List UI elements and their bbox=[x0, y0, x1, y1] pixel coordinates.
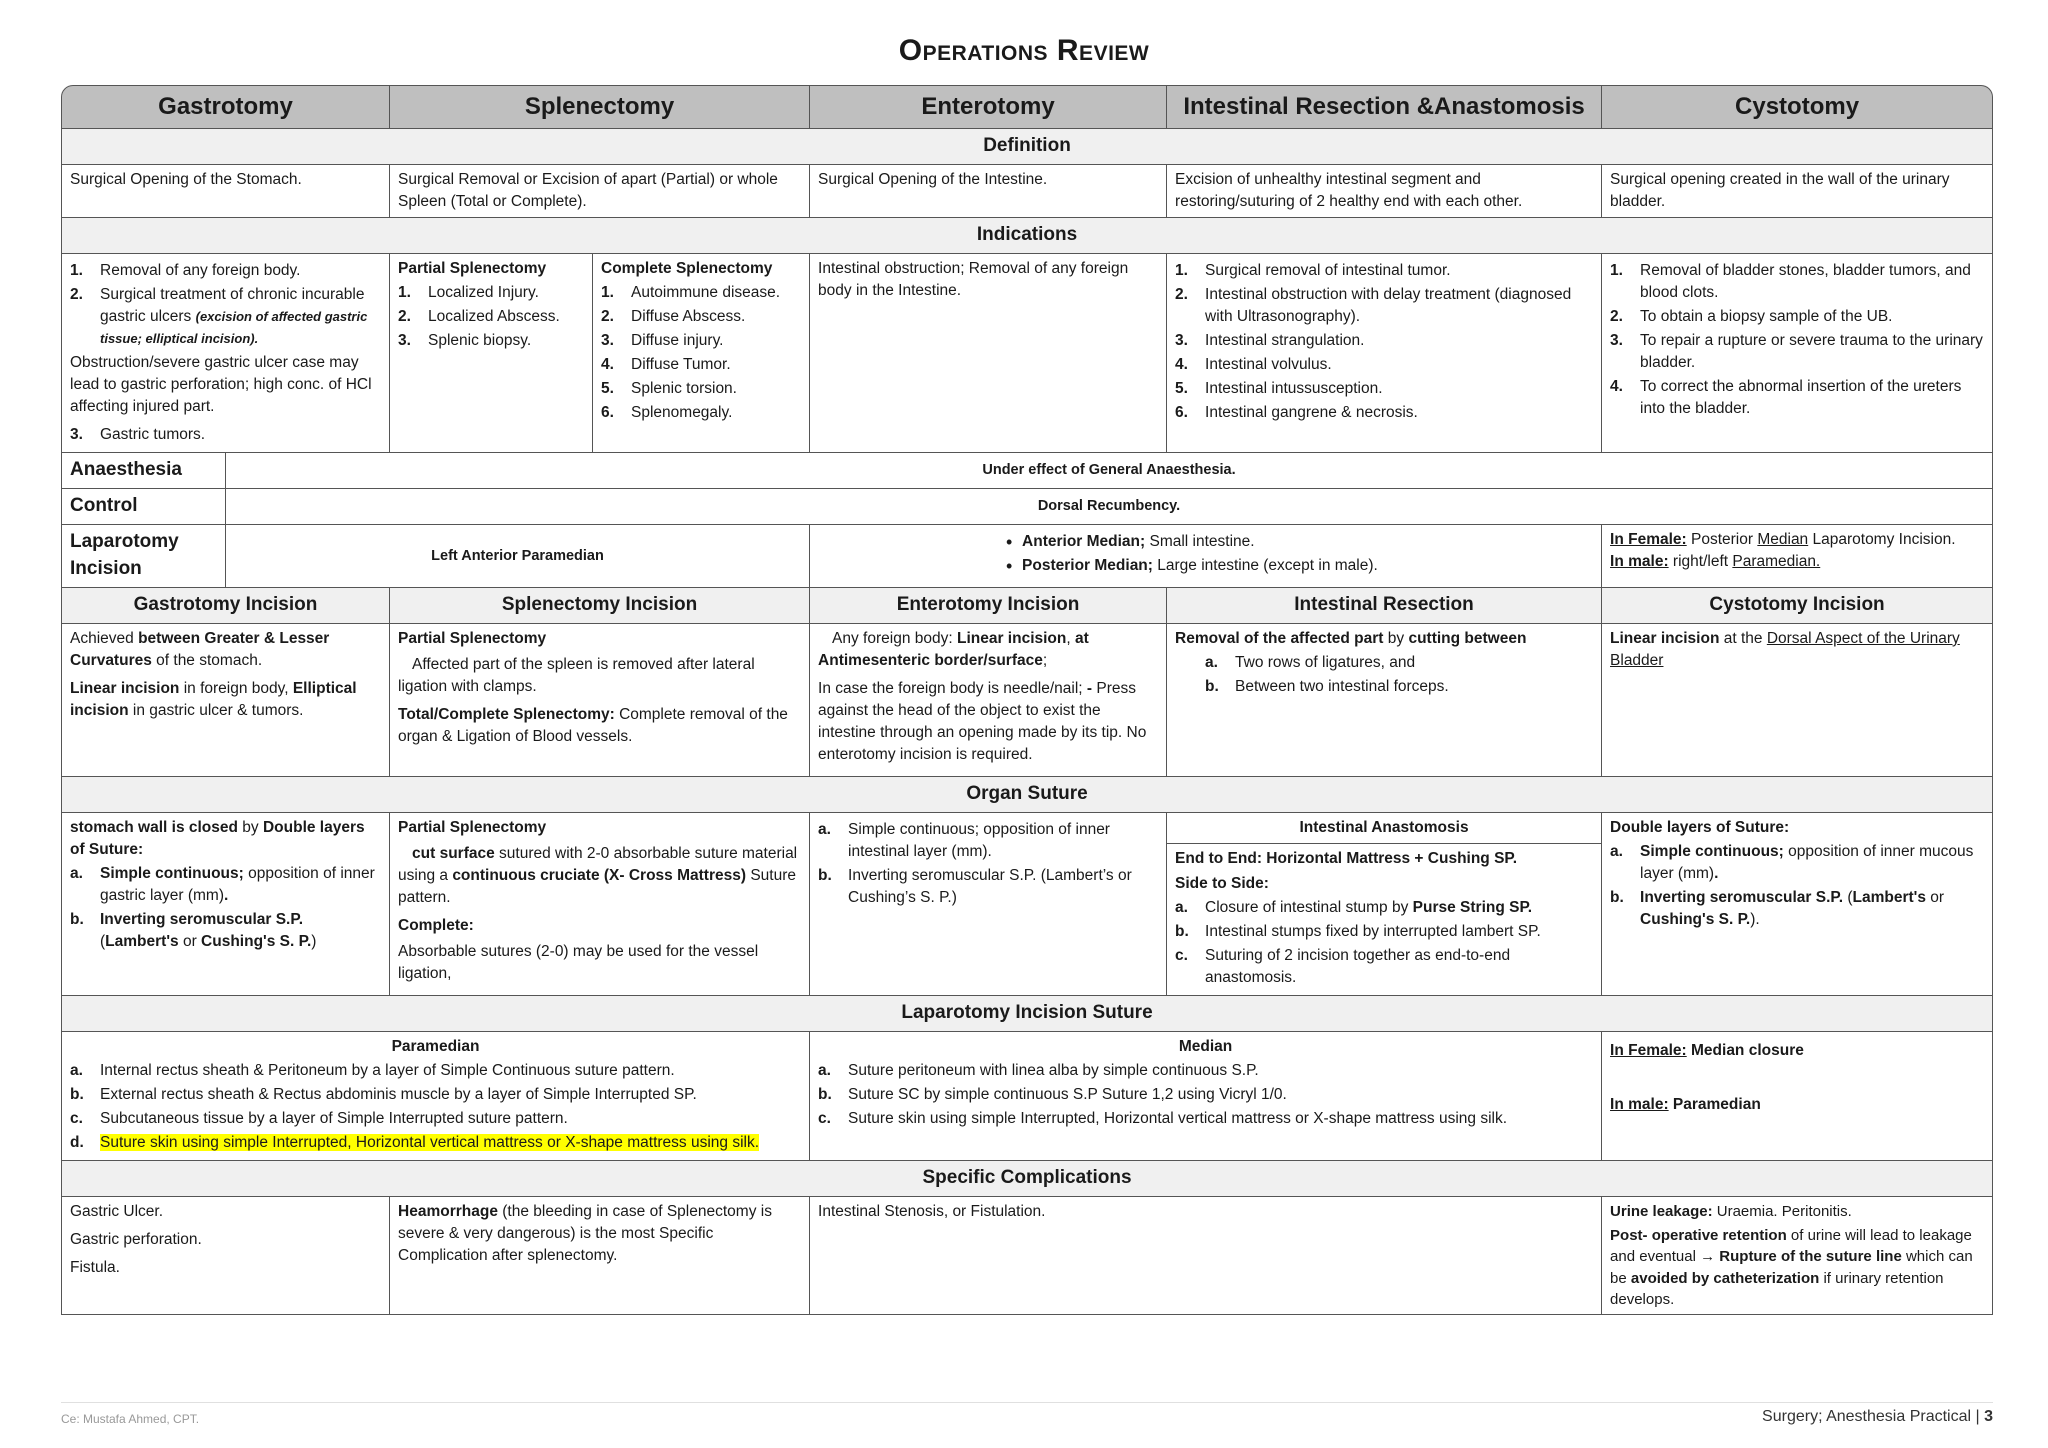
footer-author: Ce: Mustafa Ahmed, CPT. bbox=[61, 1412, 200, 1426]
complications-gastrotomy: Gastric Ulcer. Gastric perforation. Fistula. bbox=[61, 1197, 390, 1315]
incision-header-enterotomy: Enterotomy Incision bbox=[810, 588, 1167, 624]
anaesthesia-value: Under effect of General Anaesthesia. bbox=[226, 453, 1993, 489]
control-label: Control bbox=[61, 489, 226, 525]
complications-cystotomy: Urine leakage: Uraemia. Peritonitis. Post- operative retention of urine will lead to leakage and eventual → Rupture of the suture line which can be avoided by catheterization if urinary retention develops. bbox=[1602, 1197, 1993, 1315]
incision-header-resection: Intestinal Resection bbox=[1167, 588, 1602, 624]
control-value: Dorsal Recumbency. bbox=[226, 489, 1993, 525]
indications-gastrotomy: 1. Removal of any foreign body. 2. Surgical treatment of chronic incurable gastric ulcers (excision of affected gastric tissue; elliptical incision). Obstruction/severe gastric ulcer case may lead to gastric perforation; high conc. of HCl affecting injured part. 3. Gastric tumors. bbox=[61, 254, 390, 453]
laparotomy-cystotomy: In Female: Posterior Median Laparotomy Incision. In male: right/left Paramedian. bbox=[1602, 525, 1993, 588]
incision-header-row bbox=[61, 588, 1993, 624]
header-enterotomy: Enterotomy bbox=[810, 85, 1167, 129]
incision-row bbox=[61, 624, 1993, 777]
page-number: 3 bbox=[1984, 1408, 1993, 1425]
laparotomy-median: • Anterior Median; Small intestine. • Posterior Median; Large intestine (except in male). bbox=[810, 525, 1602, 588]
footer-divider bbox=[61, 1402, 1993, 1403]
organ-suture-cystotomy: Double layers of Suture: a. Simple continuous; opposition of inner mucous layer (mm). b. Inverting seromuscular S.P. (Lambert's or Cushing's S. P.). bbox=[1602, 813, 1993, 996]
footer-page-label: Surgery; Anesthesia Practical | 3 bbox=[1762, 1408, 1993, 1425]
indications-resection: 1. Surgical removal of intestinal tumor. 2. Intestinal obstruction with delay treatment (diagnosed with Ultrasonography). 3. Intestinal strangulation. 4. Intestinal volvulus. 5. Intestinal intussusception. 6. Intestinal gangrene & necrosis. bbox=[1167, 254, 1602, 453]
indications-enterotomy: Intestinal obstruction; Removal of any foreign body in the Intestine. bbox=[810, 254, 1167, 453]
lap-suture-cystotomy: In Female: Median closure In male: Paramedian bbox=[1602, 1032, 1993, 1161]
complications-splenectomy: Heamorrhage (the bleeding in case of Splenectomy is severe & very dangerous) is the most Specific Complication after splenectomy. bbox=[390, 1197, 810, 1315]
incision-splenectomy: Partial Splenectomy Affected part of the spleen is removed after lateral ligation with clamps. Total/Complete Splenectomy: Complete removal of the organ & Ligation of Blood vessels. bbox=[390, 624, 810, 777]
organ-suture-row bbox=[61, 813, 1993, 996]
complications-enterotomy: Intestinal Stenosis, or Fistulation. bbox=[810, 1197, 1602, 1315]
lap-suture-median: Median a. Suture peritoneum with linea alba by simple continuous S.P. b. Suture SC by simple continuous S.P Suture 1,2 using Vicryl 1/0. c. Suture skin using simple Interrupted, Horizontal vertical mattress or X-shape mattress using silk. bbox=[810, 1032, 1602, 1161]
incision-header-gastrotomy: Gastrotomy Incision bbox=[61, 588, 390, 624]
definition-gastrotomy: Surgical Opening of the Stomach. bbox=[61, 165, 390, 218]
incision-enterotomy: Any foreign body: Linear incision, at Antimesenteric border/surface; In case the foreign body is needle/nail; - Press against the head of the object to exist the intestine through an opening made by its tip. No enterotomy incision is required. bbox=[810, 624, 1167, 777]
section-lap-suture: Laparotomy Incision Suture bbox=[61, 996, 1993, 1032]
organ-suture-splenectomy: Partial Splenectomy cut surface sutured with 2-0 absorbable suture material using a continuous cruciate (X- Cross Mattress) Suture pattern. Complete: Absorbable sutures (2-0) may be used for the vessel ligation, bbox=[390, 813, 810, 996]
lap-suture-row bbox=[61, 1032, 1993, 1161]
indications-partial-splenectomy: Partial Splenectomy 1. Localized Injury. 2. Localized Abscess. 3. Splenic biopsy. bbox=[390, 254, 593, 453]
laparotomy-row bbox=[61, 525, 1993, 588]
complications-row bbox=[61, 1197, 1993, 1315]
header-cystotomy: Cystotomy bbox=[1602, 85, 1993, 129]
incision-gastrotomy: Achieved between Greater & Lesser Curvatures of the stomach. Linear incision in foreign body, Elliptical incision in gastric ulcer & tumors. bbox=[61, 624, 390, 777]
section-complications: Specific Complications bbox=[61, 1161, 1993, 1197]
indications-row bbox=[61, 254, 1993, 453]
definition-cystotomy: Surgical opening created in the wall of the urinary bladder. bbox=[1602, 165, 1993, 218]
organ-suture-resection: Intestinal Anastomosis End to End: Horizontal Mattress + Cushing SP. Side to Side: a. Closure of intestinal stump by Purse String SP. b. Intestinal stumps fixed by interrupted lambert SP. c. Suturing of 2 incision together as end-to-end anastomosis. bbox=[1167, 813, 1602, 996]
incision-header-cystotomy: Cystotomy Incision bbox=[1602, 588, 1993, 624]
section-organ-suture: Organ Suture bbox=[61, 777, 1993, 813]
section-definition: Definition bbox=[61, 129, 1993, 165]
laparotomy-left: Left Anterior Paramedian bbox=[226, 525, 810, 588]
control-row bbox=[61, 489, 1993, 525]
incision-cystotomy: Linear incision at the Dorsal Aspect of the Urinary Bladder bbox=[1602, 624, 1993, 777]
incision-resection: Removal of the affected part by cutting between a. Two rows of ligatures, and b. Between two intestinal forceps. bbox=[1167, 624, 1602, 777]
definition-enterotomy: Surgical Opening of the Intestine. bbox=[810, 165, 1167, 218]
operations-table bbox=[61, 85, 1993, 1315]
header-row bbox=[61, 85, 1993, 129]
organ-suture-gastrotomy: stomach wall is closed by Double layers of Suture: a. Simple continuous; opposition of inner gastric layer (mm). b. Inverting seromuscular S.P. (Lambert's or Cushing's S. P.) bbox=[61, 813, 390, 996]
definition-resection: Excision of unhealthy intestinal segment and restoring/suturing of 2 healthy end with each other. bbox=[1167, 165, 1602, 218]
header-splenectomy: Splenectomy bbox=[390, 85, 810, 129]
incision-header-splenectomy: Splenectomy Incision bbox=[390, 588, 810, 624]
highlighted-text: Suture skin using simple Interrupted, Horizontal vertical mattress or X-shape mattress using silk. bbox=[100, 1133, 760, 1151]
header-resection: Intestinal Resection &Anastomosis bbox=[1167, 85, 1602, 129]
section-indications: Indications bbox=[61, 218, 1993, 254]
anaesthesia-row bbox=[61, 453, 1993, 489]
header-gastrotomy: Gastrotomy bbox=[61, 85, 390, 129]
indications-cystotomy: 1. Removal of bladder stones, bladder tumors, and blood clots. 2. To obtain a biopsy sample of the UB. 3. To repair a rupture or severe trauma to the urinary bladder. 4. To correct the abnormal insertion of the ureters into the bladder. bbox=[1602, 254, 1993, 453]
organ-suture-enterotomy: a. Simple continuous; opposition of inner intestinal layer (mm). b. Inverting seromuscular S.P. (Lambert’s or Cushing’s S. P.) bbox=[810, 813, 1167, 996]
definition-splenectomy: Surgical Removal or Excision of apart (Partial) or whole Spleen (Total or Complete). bbox=[390, 165, 810, 218]
anaesthesia-label: Anaesthesia bbox=[61, 453, 226, 489]
lap-suture-paramedian: Paramedian a. Internal rectus sheath & Peritoneum by a layer of Simple Continuous suture pattern. b. External rectus sheath & Rectus abdominis muscle by a layer of Simple Interrupted SP. c. Subcutaneous tissue by a layer of Simple Interrupted suture pattern. d. Suture skin using simple Interrupted, Horizontal vertical mattress or X-shape mattress using silk. bbox=[61, 1032, 810, 1161]
indications-complete-splenectomy: Complete Splenectomy 1. Autoimmune disease. 2. Diffuse Abscess. 3. Diffuse injury. 4. Diffuse Tumor. 5. Splenic torsion. 6. Splenomegaly. bbox=[593, 254, 810, 453]
definition-row bbox=[61, 165, 1993, 218]
page-title: Operations Review bbox=[898, 34, 1150, 67]
laparotomy-label: Laparotomy Incision bbox=[61, 525, 226, 588]
